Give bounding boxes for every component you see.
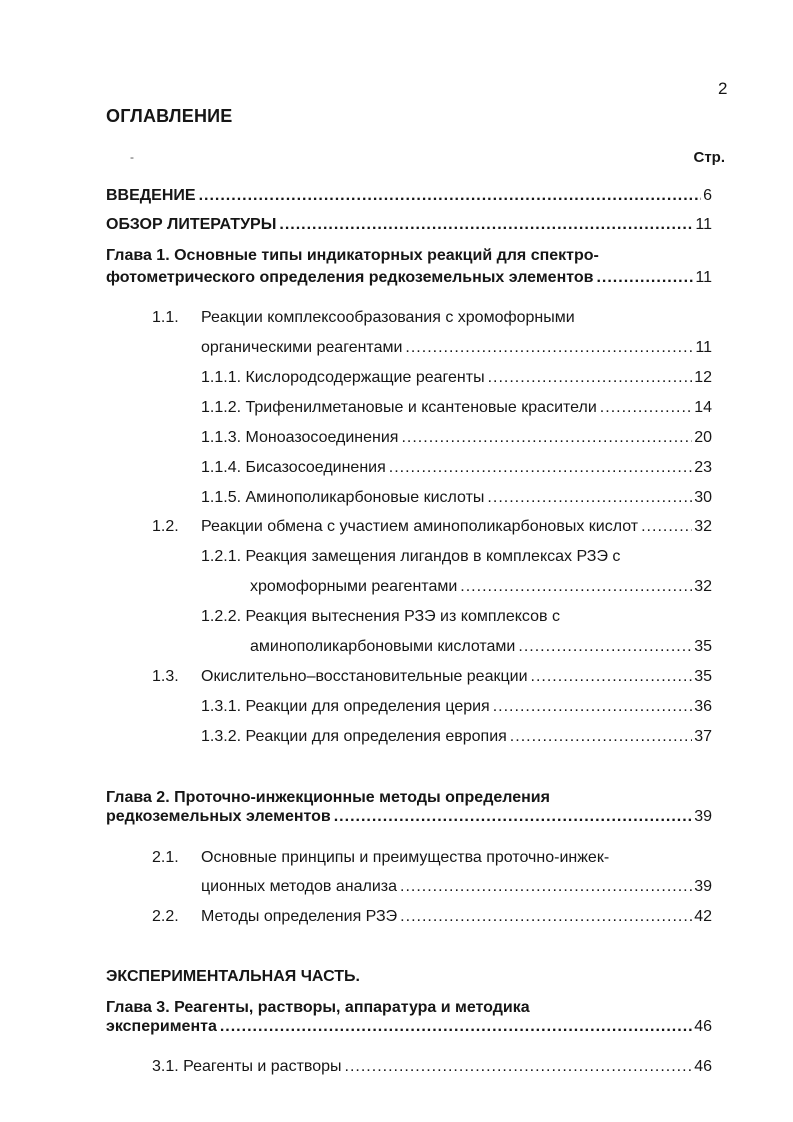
toc-entry-s1-3	[201, 666, 712, 688]
toc-entry-text: ОБЗОР ЛИТЕРАТУРЫ	[106, 216, 277, 233]
dot-leader	[334, 806, 692, 828]
toc-title: ОГЛАВЛЕНИЕ	[106, 106, 233, 126]
toc-entry-s3-1	[152, 1056, 712, 1078]
page-number: 2	[718, 79, 728, 98]
scan-speck: -	[130, 150, 134, 164]
section-number: 1.3.	[152, 668, 179, 685]
toc-entry-page: 39	[694, 808, 712, 825]
dot-leader	[279, 214, 693, 236]
toc-entry-text: Реакции обмена с участием аминополикарбоновых кислот	[201, 518, 639, 535]
toc-entry-s1-2-2-line1: 1.2.2. Реакция вытеснения РЗЭ из комплексов с	[201, 608, 560, 625]
toc-entry-page: 11	[695, 216, 712, 233]
toc-entry-page: 39	[694, 878, 712, 895]
dot-leader	[518, 636, 692, 658]
section-number: 1.1.	[152, 309, 179, 326]
toc-entry-text: 1.1.3. Моноазосоединения	[201, 429, 399, 446]
dot-leader	[401, 427, 692, 449]
toc-entry-text: 1.1.5. Аминополикарбоновые кислоты	[201, 489, 485, 506]
toc-entry-s2-1	[201, 876, 712, 898]
toc-entry-ch3	[106, 1016, 712, 1038]
toc-entry-page: 46	[694, 1018, 712, 1035]
toc-entry-page: 35	[694, 668, 712, 685]
toc-entry-page: 32	[694, 578, 712, 595]
toc-entry-review	[106, 214, 712, 236]
toc-entry-intro	[106, 185, 712, 207]
dot-leader	[596, 267, 693, 289]
dot-leader	[493, 696, 692, 718]
dot-leader	[199, 185, 702, 207]
toc-entry-s1-2-1-line1: 1.2.1. Реакция замещения лигандов в комплексах РЗЭ с	[201, 548, 621, 565]
toc-entry-experimental: ЭКСПЕРИМЕНТАЛЬНАЯ ЧАСТЬ.	[106, 968, 360, 985]
toc-entry-text: 1.1.1. Кислородсодержащие реагенты	[201, 369, 485, 386]
dot-leader	[600, 397, 692, 419]
toc-entry-page: 32	[694, 518, 712, 535]
toc-entry-text: 1.3.2. Реакции для определения европия	[201, 728, 507, 745]
toc-entry-s1-1-line1: Реакции комплексообразования с хромофорными	[201, 309, 575, 326]
toc-entry-page: 30	[694, 489, 712, 506]
toc-entry-text: 1.1.2. Трифенилметановые и ксантеновые красители	[201, 399, 597, 416]
toc-entry-text: хромофорными реагентами	[250, 578, 458, 595]
toc-entry-ch2	[106, 806, 712, 828]
toc-entry-ch1-line1: Глава 1. Основные типы индикаторных реакций для спектро-	[106, 247, 599, 264]
toc-entry-s2-1-line1: Основные принципы и преимущества проточно-инжек-	[201, 849, 610, 866]
dot-leader	[510, 726, 692, 748]
dot-leader	[345, 1056, 693, 1078]
toc-entry-s1-2-1	[250, 576, 712, 598]
dot-leader	[389, 457, 692, 479]
toc-entry-page: 23	[694, 459, 712, 476]
toc-entry-text: эксперимента	[106, 1018, 217, 1035]
toc-entry-s1-1-1	[201, 367, 712, 389]
toc-entry-text: органическими реагентами	[201, 339, 403, 356]
page-column-label: Стр.	[693, 149, 725, 166]
toc-entry-text: ционных методов анализа	[201, 878, 397, 895]
toc-entry-page: 20	[694, 429, 712, 446]
dot-leader	[405, 337, 693, 359]
section-number: 2.1.	[152, 849, 179, 866]
toc-entry-page: 46	[694, 1058, 712, 1075]
toc-entry-text: 1.1.4. Бисазосоединения	[201, 459, 386, 476]
toc-entry-page: 12	[694, 369, 712, 386]
toc-entry-text: аминополикарбоновыми кислотами	[250, 638, 516, 655]
dot-leader	[400, 876, 692, 898]
toc-entry-s1-1-4	[201, 457, 712, 479]
dot-leader	[488, 367, 693, 389]
section-number: 1.2.	[152, 518, 179, 535]
toc-entry-page: 11	[695, 339, 712, 356]
toc-entry-text: Окислительно–восстановительные реакции	[201, 668, 528, 685]
dot-leader	[531, 666, 693, 688]
toc-entry-s2-2	[201, 906, 712, 928]
toc-entry-ch2-line1: Глава 2. Проточно-инжекционные методы определения	[106, 789, 550, 806]
dot-leader	[487, 487, 692, 509]
toc-entry-text: редкоземельных элементов	[106, 808, 331, 825]
toc-entry-s1-1	[201, 337, 712, 359]
dot-leader	[460, 576, 692, 598]
toc-entry-s1-2	[201, 516, 712, 538]
toc-entry-page: 6	[703, 187, 712, 204]
toc-entry-s1-1-2	[201, 397, 712, 419]
toc-entry-ch3-line1: Глава 3. Реагенты, растворы, аппаратура и методика	[106, 999, 530, 1016]
toc-entry-page: 35	[694, 638, 712, 655]
dot-leader	[220, 1016, 692, 1038]
section-number: 2.2.	[152, 908, 179, 925]
toc-entry-page: 11	[695, 269, 712, 286]
toc-entry-page: 42	[694, 908, 712, 925]
toc-entry-s1-3-2	[201, 726, 712, 748]
toc-entry-text: Методы определения РЗЭ	[201, 908, 398, 925]
toc-entry-text: фотометрического определения редкоземельных элементов	[106, 269, 594, 286]
toc-entry-page: 37	[694, 728, 712, 745]
toc-entry-s1-1-3	[201, 427, 712, 449]
toc-entry-s1-2-2	[250, 636, 712, 658]
dot-leader	[400, 906, 692, 928]
toc-entry-text: 3.1. Реагенты и растворы	[152, 1058, 342, 1075]
toc-entry-s1-3-1	[201, 696, 712, 718]
toc-entry-text: ВВЕДЕНИЕ	[106, 187, 196, 204]
toc-entry-page: 14	[694, 399, 712, 416]
toc-entry-s1-1-5	[201, 487, 712, 509]
toc-entry-text: 1.3.1. Реакции для определения церия	[201, 698, 490, 715]
dot-leader	[641, 516, 692, 538]
toc-entry-ch1	[106, 267, 712, 289]
toc-entry-page: 36	[694, 698, 712, 715]
